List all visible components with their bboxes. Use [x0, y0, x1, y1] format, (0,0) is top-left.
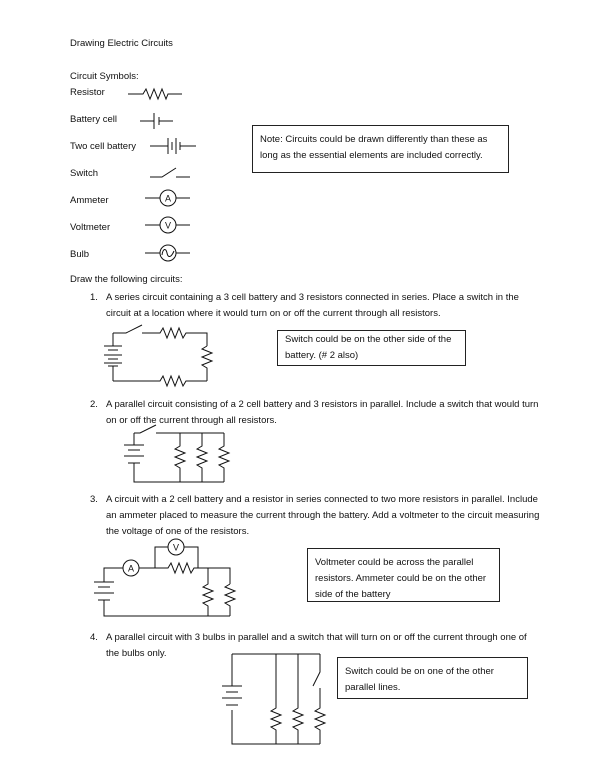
symbol-label-bulb: Bulb	[70, 249, 90, 260]
question-1-number: 1.	[90, 292, 98, 303]
answer-note-4	[337, 657, 528, 699]
question-3-number: 3.	[90, 494, 98, 505]
symbols-heading: Circuit Symbols:	[70, 71, 139, 82]
question-2-number: 2.	[90, 399, 98, 410]
circuit-3-voltmeter-glyph: V	[172, 542, 180, 553]
symbol-label-two-cell-battery: Two cell battery	[70, 141, 136, 152]
symbol-label-resistor: Resistor	[70, 87, 105, 98]
question-2-text: A parallel circuit consisting of a 2 cell battery and 3 resistors in parallel. Include a switch that would turn on or off the current through all resistors.	[106, 399, 539, 426]
symbol-label-voltmeter: Voltmeter	[70, 222, 111, 233]
question-4-number: 4.	[90, 632, 98, 643]
symbol-label-battery-cell: Battery cell	[70, 114, 117, 125]
question-4-text: A parallel circuit with 3 bulbs in parallel and a switch that will turn on or off the current through one of the bulbs only.	[106, 632, 527, 659]
instructions: Draw the following circuits:	[70, 274, 183, 285]
page-title: Drawing Electric Circuits	[70, 38, 173, 49]
ammeter-glyph: A	[164, 193, 172, 204]
answer-note-1-text: Switch could be on the other side of the battery. (# 2 also)	[285, 334, 452, 361]
question-1-text: A series circuit containing a 3 cell battery and 3 resistors connected in series. Place a switch in the circuit at a location where it would turn on or off the current through all resistors.	[106, 292, 519, 319]
symbol-label-switch: Switch	[70, 168, 98, 179]
answer-note-3-text: Voltmeter could be across the parallel resistors. Ammeter could be on the other side of the battery	[315, 557, 487, 600]
circuit-3-ammeter-glyph: A	[127, 563, 135, 574]
voltmeter-glyph: V	[164, 220, 172, 231]
question-3-text: A circuit with a 2 cell battery and a resistor in series connected to two more resistors in parallel. Include an ammeter placed to measure the current through the battery. Add a voltmeter to the circuit measuring the voltage of one of the resistors.	[106, 494, 540, 537]
answer-note-4-text: Switch could be on one of the other parallel lines.	[345, 666, 494, 693]
note-text: Note: Circuits could be drawn differently than these as long as the essential elements are included correctly.	[260, 134, 488, 161]
symbol-label-ammeter: Ammeter	[70, 195, 109, 206]
